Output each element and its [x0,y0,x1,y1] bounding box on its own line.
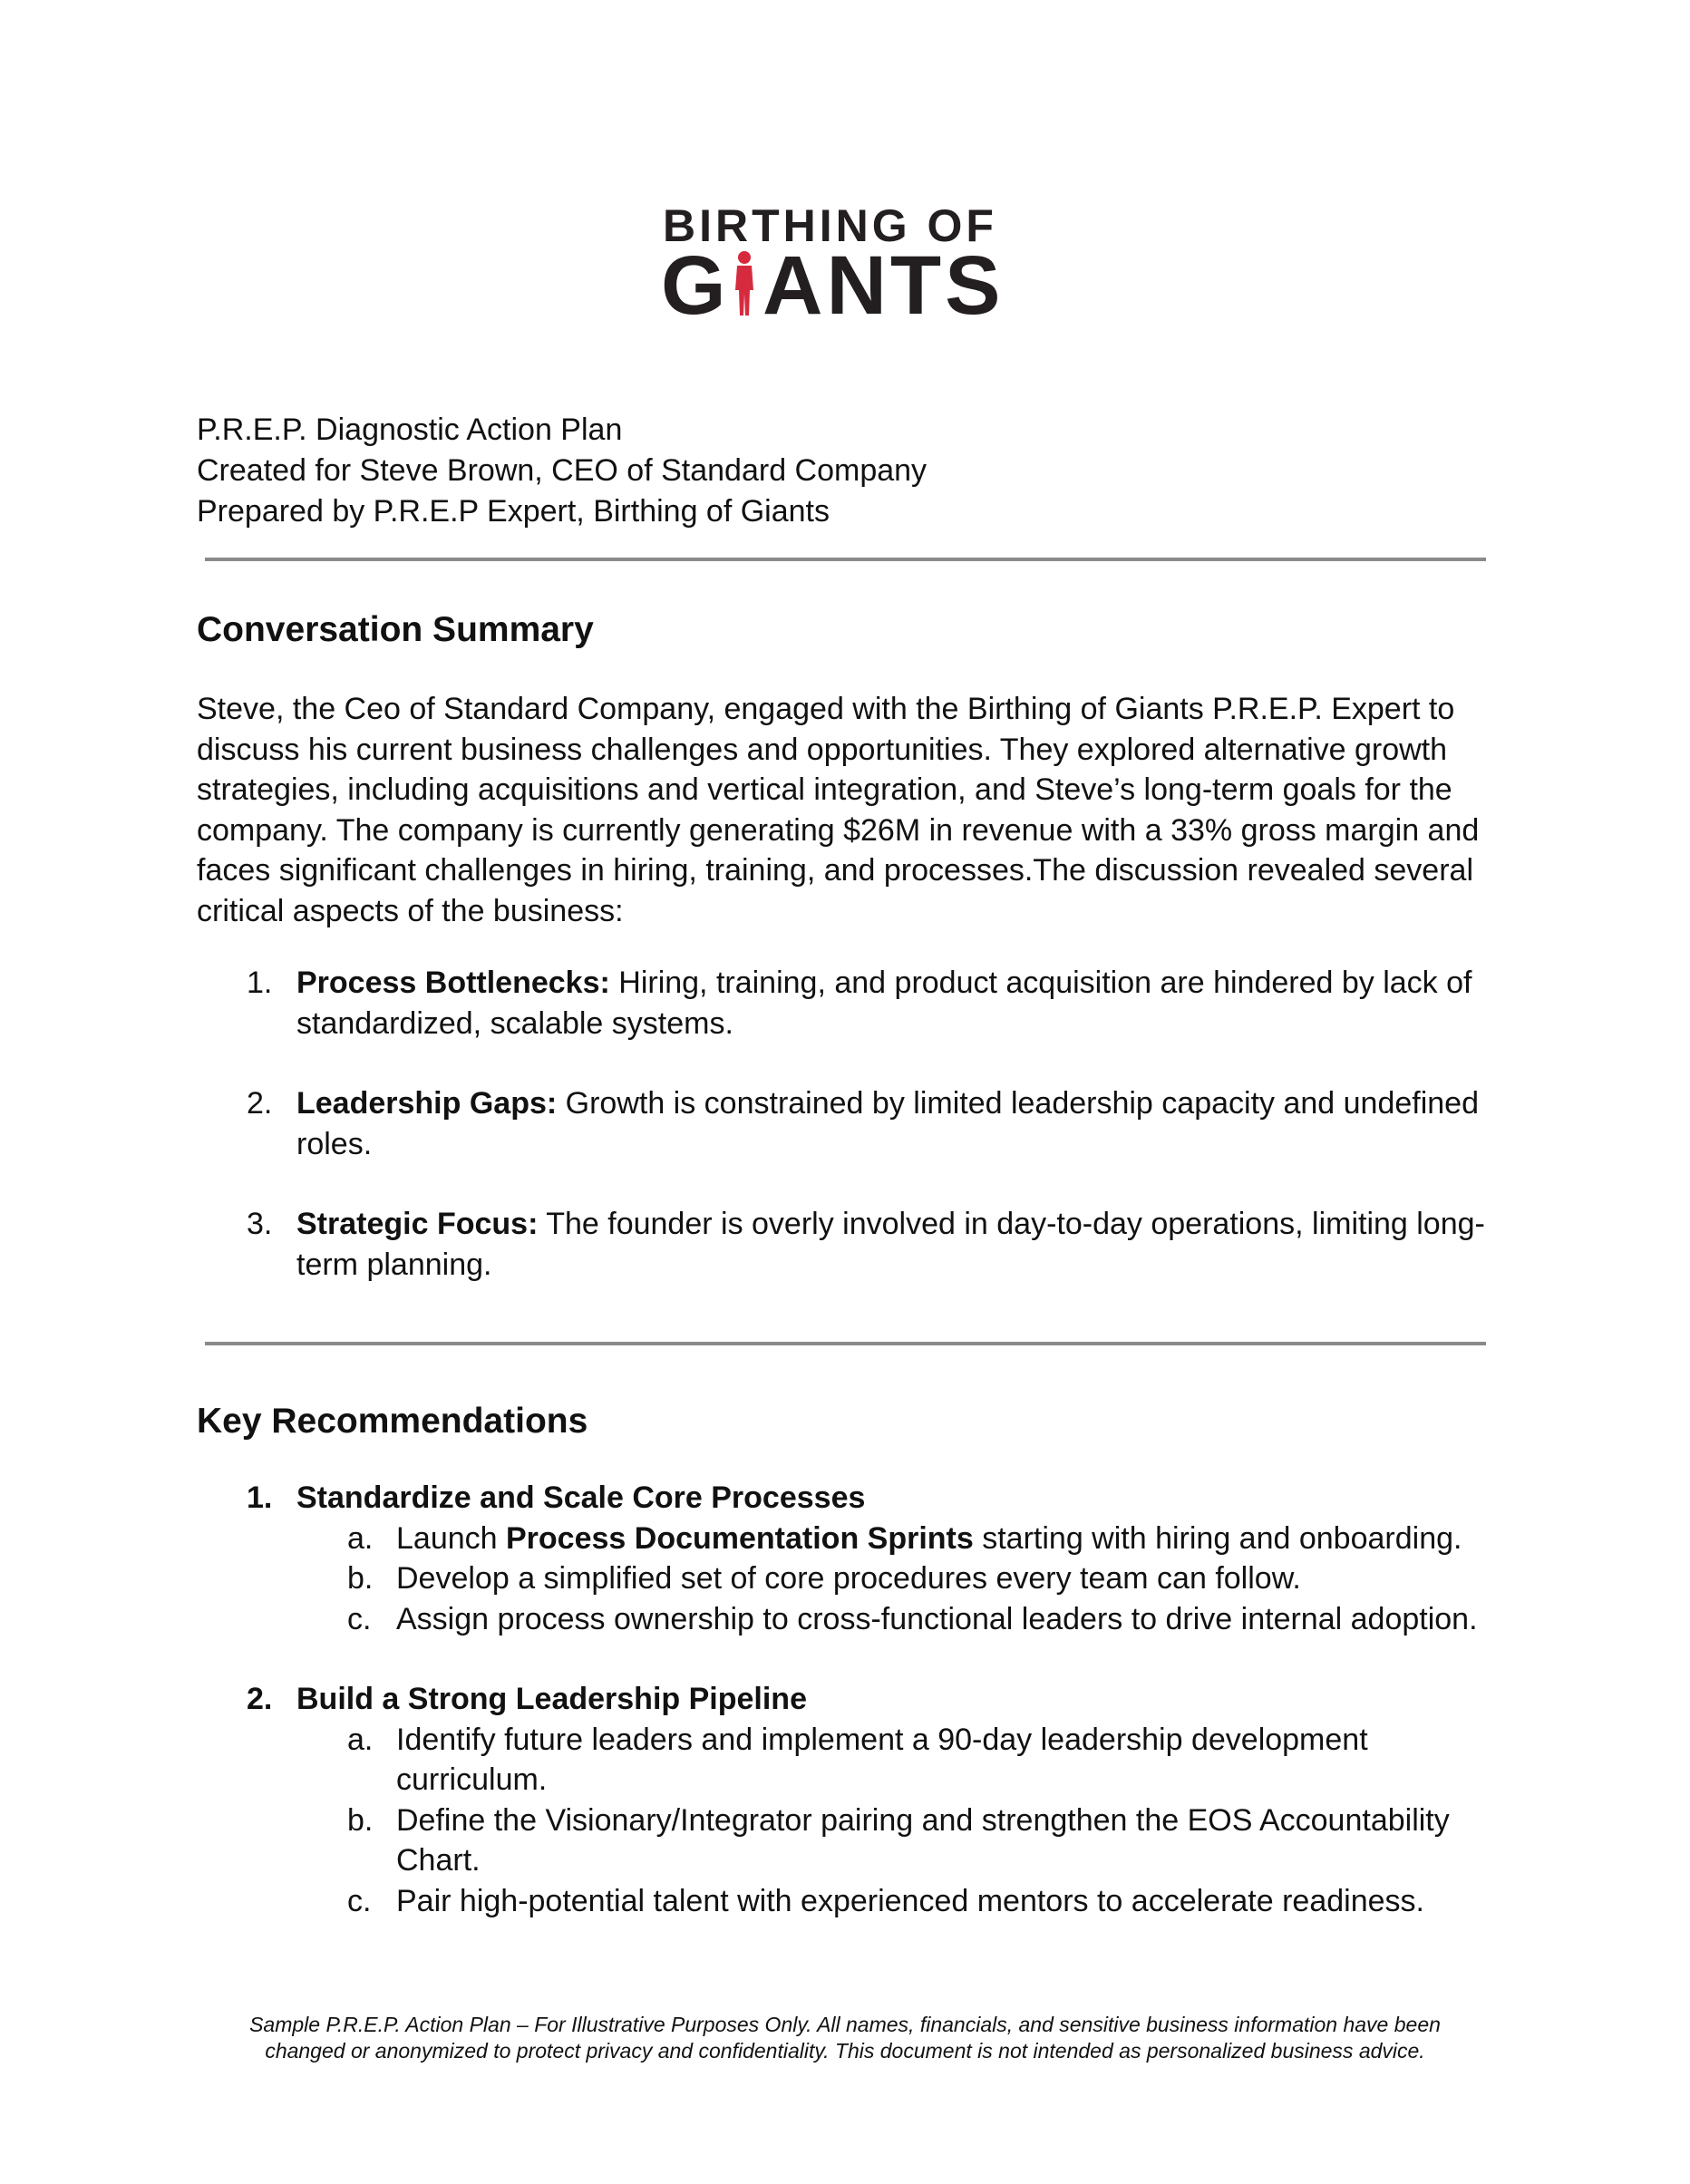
document-header [197,410,927,532]
list-item [197,963,1502,1043]
created-for-line: Created for Steve Brown, CEO of Standard Company [197,453,928,488]
action-text: Identify future leaders and implement a 90-day leadership development curriculum. [396,1722,1368,1797]
summary-findings-list [197,963,1502,1325]
disclaimer-line: changed or anonymized to protect privacy and confidentiality. This document is not intended as personalized business advice. [265,2039,1425,2063]
recommendation-actions [296,1519,1502,1640]
list-number: 1. [247,1480,273,1515]
action-item [296,1801,1502,1881]
logo-letter-g: G [661,239,726,323]
action-item [296,1881,1502,1922]
logo-line1: BIRTHING OF [663,200,997,251]
finding-text: Hiring, training, and product acquisition are hindered by lack of standardized, scalable systems. [296,966,1472,1041]
list-item [197,1083,1502,1164]
disclaimer-footer [181,2012,1509,2064]
section-divider [205,1342,1486,1345]
finding-text: Growth is constrained by limited leadership capacity and undefined roles. [296,1086,1479,1161]
action-item [296,1599,1502,1640]
list-letter: b. [347,1561,374,1596]
action-text: Assign process ownership to cross-functional leaders to drive internal adoption. [396,1601,1478,1636]
action-item [296,1558,1502,1599]
disclaimer-line: Sample P.R.E.P. Action Plan – For Illustrative Purposes Only. All names, financials, and sensitive business information have been [249,2013,1441,2036]
recommendation-actions [296,1720,1502,1922]
list-letter: a. [347,1520,374,1556]
finding-text: The founder is overly involved in day-to-day operations, limiting long-term planning. [296,1207,1485,1282]
finding-label: Process Bottlenecks: [296,966,610,1000]
list-item [197,1204,1502,1285]
summary-heading: Conversation Summary [197,610,594,649]
action-item [296,1519,1502,1559]
list-number: 3. [247,1207,273,1241]
recommendation-title: Build a Strong Leadership Pipeline [296,1682,807,1716]
prepared-by-line: Prepared by P.R.E.P Expert, Birthing of Giants [197,494,830,529]
logo-letters-ants: ANTS [762,239,1005,323]
action-text: Launch [396,1520,506,1556]
list-number: 1. [247,966,273,1000]
list-letter: a. [347,1722,374,1757]
finding-label: Leadership Gaps: [296,1086,558,1121]
list-letter: c. [347,1601,372,1636]
action-text-end: starting with hiring and onboarding. [973,1520,1462,1556]
logo-graphic [657,199,1038,323]
list-number: 2. [247,1682,273,1716]
recommendations-list [197,1478,1502,1921]
action-text: Pair high-potential talent with experienced mentors to accelerate readiness. [396,1883,1424,1918]
document-title: P.R.E.P. Diagnostic Action Plan [197,413,623,447]
action-item [296,1720,1502,1801]
recommendation-item [197,1679,1502,1921]
summary-intro: Steve, the Ceo of Standard Company, engaged with the Birthing of Giants P.R.E.P. Expert to discuss his current business challenges and opportunities. They explored alternative growth strategies, including acquisitions and vertical integration, and Steve’s long-term goals for the company. The company is currently generating $26M in revenue with a 33% gross margin and faces significant challenges in hiring, training, and processes.The discussion revealed several critical aspects of the business: [197,692,1480,928]
birthing-of-giants-logo [657,199,1038,323]
list-letter: c. [347,1883,372,1918]
action-text: Define the Visionary/Integrator pairing and strengthen the EOS Accountability Chart. [396,1802,1450,1878]
recommendation-title: Standardize and Scale Core Processes [296,1480,866,1515]
action-emphasis: Process Documentation Sprints [506,1520,974,1556]
recommendations-heading: Key Recommendations [197,1402,588,1441]
list-letter: b. [347,1802,374,1838]
finding-label: Strategic Focus: [296,1207,539,1241]
recommendation-item [197,1478,1502,1639]
action-text: Develop a simplified set of core procedures every team can follow. [396,1561,1301,1596]
standing-person-icon [735,251,753,315]
section-divider [205,558,1486,561]
list-number: 2. [247,1086,273,1121]
